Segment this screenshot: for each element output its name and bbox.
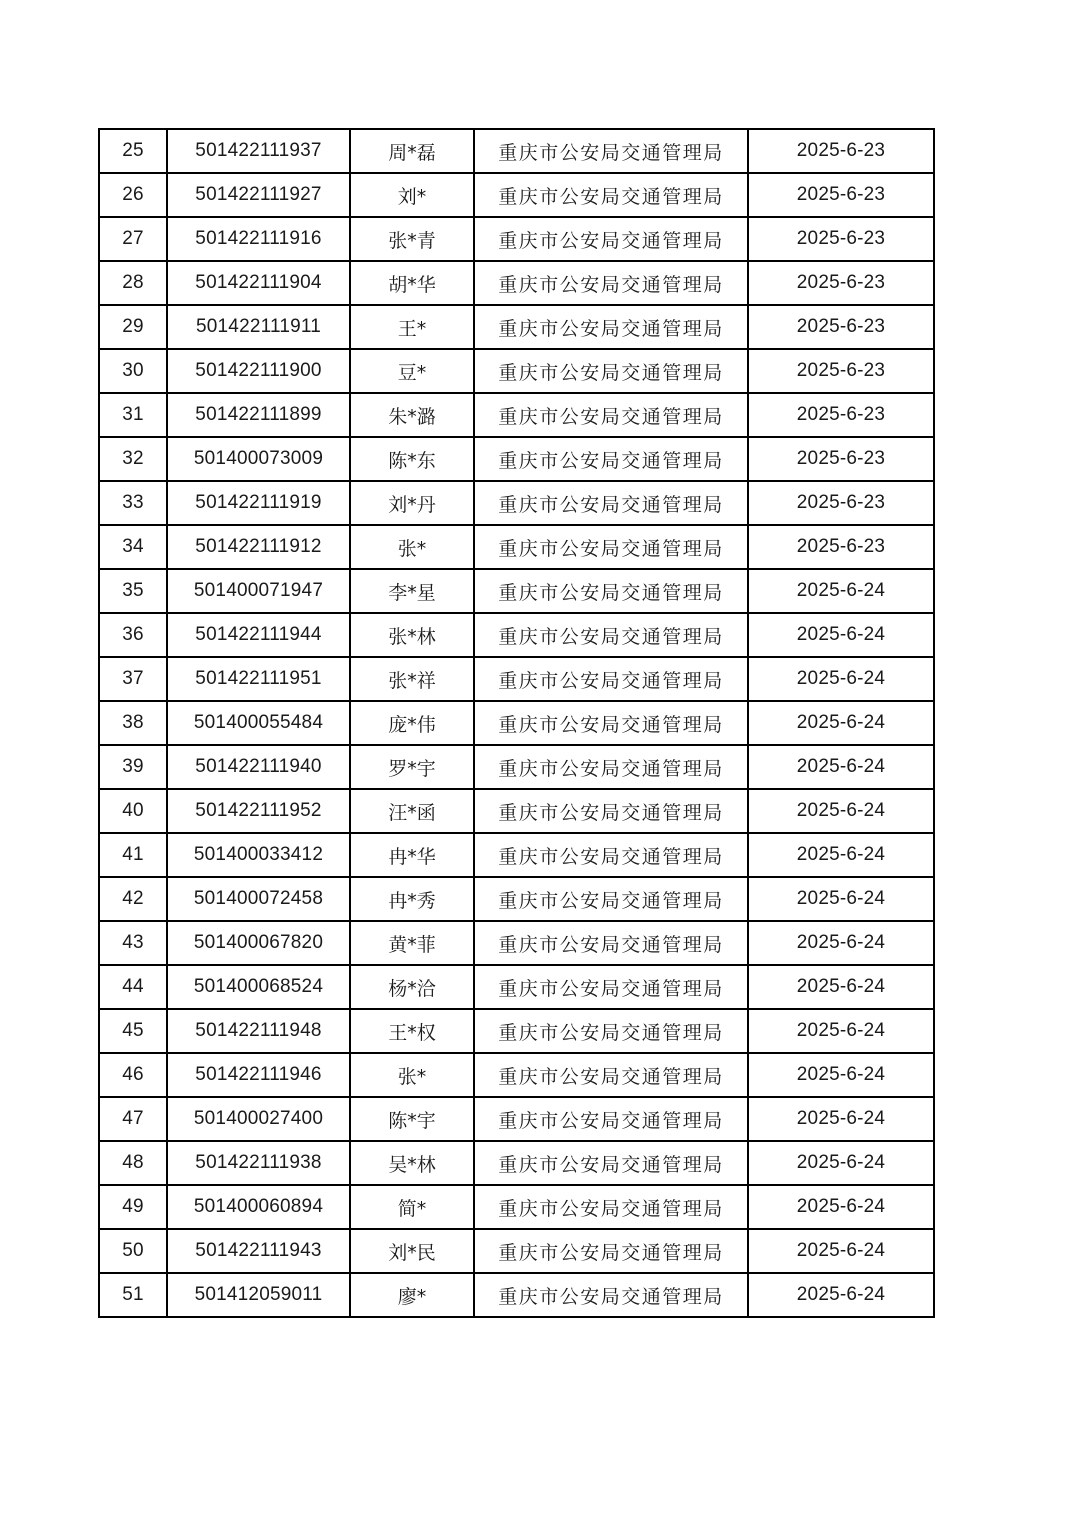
record-id-cell: 501400073009 (167, 437, 350, 481)
person-name-cell: 张* (350, 1053, 474, 1097)
table-row (99, 1273, 934, 1317)
record-id-cell: 501422111951 (167, 657, 350, 701)
records-table (98, 128, 935, 1318)
table-row (99, 1141, 934, 1185)
table-row (99, 569, 934, 613)
agency-cell: 重庆市公安局交通管理局 (474, 569, 748, 613)
table-row (99, 1009, 934, 1053)
agency-cell: 重庆市公安局交通管理局 (474, 305, 748, 349)
agency-cell: 重庆市公安局交通管理局 (474, 1097, 748, 1141)
record-id-cell: 501422111904 (167, 261, 350, 305)
table-row (99, 745, 934, 789)
table-row (99, 1185, 934, 1229)
date-cell: 2025-6-24 (748, 965, 934, 1009)
record-id-cell: 501400067820 (167, 921, 350, 965)
agency-cell: 重庆市公安局交通管理局 (474, 965, 748, 1009)
row-number-cell: 41 (99, 833, 167, 877)
table-row (99, 393, 934, 437)
person-name-cell: 黄*菲 (350, 921, 474, 965)
date-cell: 2025-6-23 (748, 217, 934, 261)
agency-cell: 重庆市公安局交通管理局 (474, 525, 748, 569)
date-cell: 2025-6-23 (748, 261, 934, 305)
record-id-cell: 501422111946 (167, 1053, 350, 1097)
row-number-cell: 31 (99, 393, 167, 437)
record-id-cell: 501400055484 (167, 701, 350, 745)
date-cell: 2025-6-24 (748, 833, 934, 877)
date-cell: 2025-6-24 (748, 877, 934, 921)
date-cell: 2025-6-24 (748, 1141, 934, 1185)
record-id-cell: 501412059011 (167, 1273, 350, 1317)
date-cell: 2025-6-23 (748, 393, 934, 437)
record-id-cell: 501422111919 (167, 481, 350, 525)
row-number-cell: 45 (99, 1009, 167, 1053)
person-name-cell: 刘*民 (350, 1229, 474, 1273)
table-row (99, 129, 934, 173)
record-id-cell: 501422111943 (167, 1229, 350, 1273)
agency-cell: 重庆市公安局交通管理局 (474, 437, 748, 481)
agency-cell: 重庆市公安局交通管理局 (474, 217, 748, 261)
date-cell: 2025-6-24 (748, 657, 934, 701)
agency-cell: 重庆市公安局交通管理局 (474, 833, 748, 877)
date-cell: 2025-6-23 (748, 437, 934, 481)
date-cell: 2025-6-23 (748, 129, 934, 173)
row-number-cell: 44 (99, 965, 167, 1009)
date-cell: 2025-6-23 (748, 525, 934, 569)
date-cell: 2025-6-24 (748, 789, 934, 833)
person-name-cell: 王*权 (350, 1009, 474, 1053)
person-name-cell: 张*祥 (350, 657, 474, 701)
person-name-cell: 陈*东 (350, 437, 474, 481)
table-row (99, 305, 934, 349)
row-number-cell: 25 (99, 129, 167, 173)
date-cell: 2025-6-23 (748, 173, 934, 217)
table-row (99, 481, 934, 525)
table-row (99, 789, 934, 833)
agency-cell: 重庆市公安局交通管理局 (474, 1141, 748, 1185)
record-id-cell: 501400071947 (167, 569, 350, 613)
person-name-cell: 冉*华 (350, 833, 474, 877)
person-name-cell: 罗*宇 (350, 745, 474, 789)
table-row (99, 701, 934, 745)
table-row (99, 525, 934, 569)
row-number-cell: 47 (99, 1097, 167, 1141)
row-number-cell: 39 (99, 745, 167, 789)
person-name-cell: 汪*函 (350, 789, 474, 833)
row-number-cell: 33 (99, 481, 167, 525)
row-number-cell: 29 (99, 305, 167, 349)
person-name-cell: 冉*秀 (350, 877, 474, 921)
agency-cell: 重庆市公安局交通管理局 (474, 701, 748, 745)
agency-cell: 重庆市公安局交通管理局 (474, 1229, 748, 1273)
row-number-cell: 40 (99, 789, 167, 833)
table-row (99, 657, 934, 701)
row-number-cell: 46 (99, 1053, 167, 1097)
record-id-cell: 501422111944 (167, 613, 350, 657)
row-number-cell: 30 (99, 349, 167, 393)
agency-cell: 重庆市公安局交通管理局 (474, 1009, 748, 1053)
person-name-cell: 张*林 (350, 613, 474, 657)
record-id-cell: 501422111948 (167, 1009, 350, 1053)
person-name-cell: 朱*潞 (350, 393, 474, 437)
record-id-cell: 501422111937 (167, 129, 350, 173)
agency-cell: 重庆市公安局交通管理局 (474, 745, 748, 789)
person-name-cell: 王* (350, 305, 474, 349)
person-name-cell: 简* (350, 1185, 474, 1229)
row-number-cell: 35 (99, 569, 167, 613)
agency-cell: 重庆市公安局交通管理局 (474, 393, 748, 437)
record-id-cell: 501400068524 (167, 965, 350, 1009)
record-id-cell: 501400060894 (167, 1185, 350, 1229)
person-name-cell: 庞*伟 (350, 701, 474, 745)
row-number-cell: 34 (99, 525, 167, 569)
person-name-cell: 刘* (350, 173, 474, 217)
agency-cell: 重庆市公安局交通管理局 (474, 129, 748, 173)
date-cell: 2025-6-23 (748, 481, 934, 525)
person-name-cell: 周*磊 (350, 129, 474, 173)
row-number-cell: 48 (99, 1141, 167, 1185)
date-cell: 2025-6-24 (748, 745, 934, 789)
table-row (99, 1053, 934, 1097)
date-cell: 2025-6-23 (748, 305, 934, 349)
agency-cell: 重庆市公安局交通管理局 (474, 789, 748, 833)
agency-cell: 重庆市公安局交通管理局 (474, 1053, 748, 1097)
agency-cell: 重庆市公安局交通管理局 (474, 921, 748, 965)
table-row (99, 349, 934, 393)
record-id-cell: 501422111952 (167, 789, 350, 833)
person-name-cell: 廖* (350, 1273, 474, 1317)
record-id-cell: 501422111899 (167, 393, 350, 437)
person-name-cell: 张*青 (350, 217, 474, 261)
record-id-cell: 501422111940 (167, 745, 350, 789)
row-number-cell: 38 (99, 701, 167, 745)
row-number-cell: 43 (99, 921, 167, 965)
row-number-cell: 49 (99, 1185, 167, 1229)
person-name-cell: 胡*华 (350, 261, 474, 305)
date-cell: 2025-6-24 (748, 1053, 934, 1097)
date-cell: 2025-6-24 (748, 1009, 934, 1053)
record-id-cell: 501422111912 (167, 525, 350, 569)
agency-cell: 重庆市公安局交通管理局 (474, 1273, 748, 1317)
row-number-cell: 42 (99, 877, 167, 921)
record-id-cell: 501422111938 (167, 1141, 350, 1185)
date-cell: 2025-6-24 (748, 1097, 934, 1141)
records-table-body (99, 129, 934, 1317)
record-id-cell: 501422111927 (167, 173, 350, 217)
date-cell: 2025-6-24 (748, 921, 934, 965)
table-row (99, 437, 934, 481)
table-row (99, 173, 934, 217)
record-id-cell: 501422111911 (167, 305, 350, 349)
person-name-cell: 李*星 (350, 569, 474, 613)
person-name-cell: 杨*洽 (350, 965, 474, 1009)
record-id-cell: 501400033412 (167, 833, 350, 877)
date-cell: 2025-6-23 (748, 349, 934, 393)
table-row (99, 261, 934, 305)
agency-cell: 重庆市公安局交通管理局 (474, 613, 748, 657)
date-cell: 2025-6-24 (748, 613, 934, 657)
row-number-cell: 50 (99, 1229, 167, 1273)
agency-cell: 重庆市公安局交通管理局 (474, 481, 748, 525)
row-number-cell: 32 (99, 437, 167, 481)
row-number-cell: 26 (99, 173, 167, 217)
person-name-cell: 张* (350, 525, 474, 569)
date-cell: 2025-6-24 (748, 1185, 934, 1229)
row-number-cell: 36 (99, 613, 167, 657)
row-number-cell: 27 (99, 217, 167, 261)
record-id-cell: 501422111900 (167, 349, 350, 393)
person-name-cell: 豆* (350, 349, 474, 393)
row-number-cell: 37 (99, 657, 167, 701)
table-row (99, 965, 934, 1009)
record-id-cell: 501400027400 (167, 1097, 350, 1141)
table-row (99, 217, 934, 261)
record-id-cell: 501400072458 (167, 877, 350, 921)
date-cell: 2025-6-24 (748, 569, 934, 613)
person-name-cell: 陈*宇 (350, 1097, 474, 1141)
person-name-cell: 吴*林 (350, 1141, 474, 1185)
date-cell: 2025-6-24 (748, 1229, 934, 1273)
table-row (99, 1097, 934, 1141)
date-cell: 2025-6-24 (748, 1273, 934, 1317)
record-id-cell: 501422111916 (167, 217, 350, 261)
table-row (99, 1229, 934, 1273)
row-number-cell: 28 (99, 261, 167, 305)
agency-cell: 重庆市公安局交通管理局 (474, 261, 748, 305)
table-row (99, 877, 934, 921)
agency-cell: 重庆市公安局交通管理局 (474, 1185, 748, 1229)
table-row (99, 921, 934, 965)
table-row (99, 833, 934, 877)
row-number-cell: 51 (99, 1273, 167, 1317)
agency-cell: 重庆市公安局交通管理局 (474, 349, 748, 393)
agency-cell: 重庆市公安局交通管理局 (474, 657, 748, 701)
date-cell: 2025-6-24 (748, 701, 934, 745)
agency-cell: 重庆市公安局交通管理局 (474, 173, 748, 217)
agency-cell: 重庆市公安局交通管理局 (474, 877, 748, 921)
person-name-cell: 刘*丹 (350, 481, 474, 525)
table-row (99, 613, 934, 657)
